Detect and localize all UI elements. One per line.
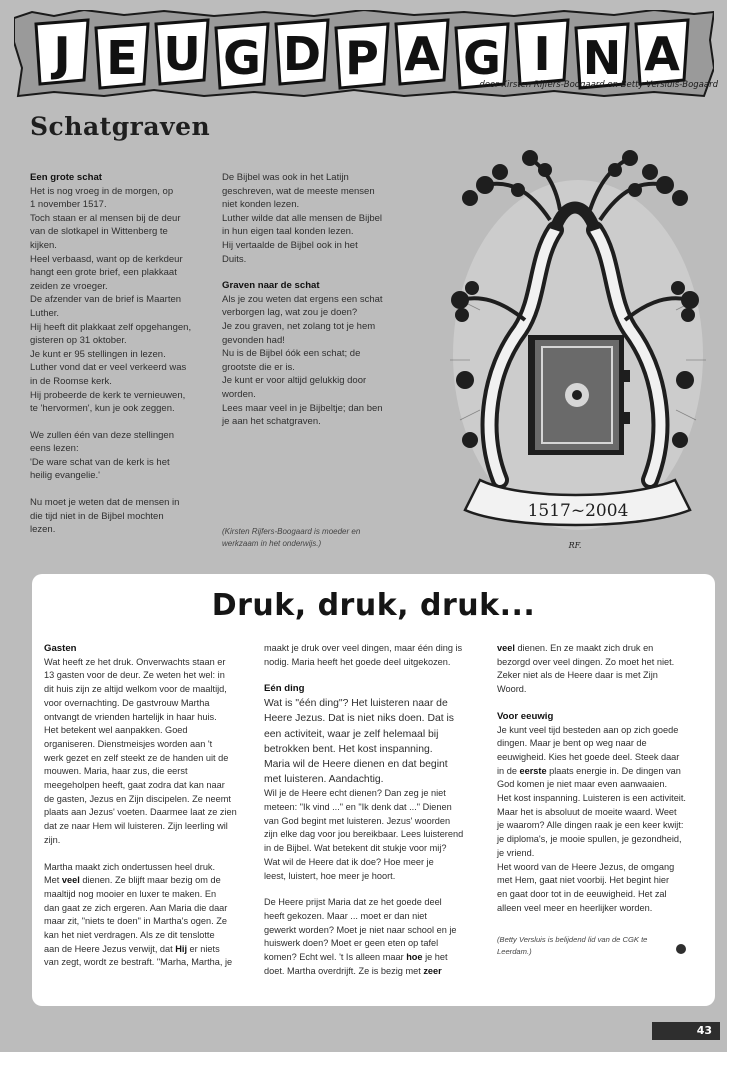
text-line: mouwen. Maria, haar zus, die eerst xyxy=(44,766,188,777)
text-line: Zeker niet als de Heere daar is met Zijn xyxy=(497,670,658,681)
text-line: je waarom? Alle dingen raak je een keer kwijt: xyxy=(497,820,684,831)
text-line: doet. Martha overdrijft. Ze is bezig met zeer xyxy=(264,965,442,976)
text-line: Het is nog vroeg in de morgen, op xyxy=(30,185,174,197)
end-marker-dot xyxy=(676,944,686,954)
text-line: gewerkt worden? Moet je niet naar school en je xyxy=(264,924,457,935)
text-line: Als je zou weten dat ergens een schat xyxy=(222,293,383,305)
page-number-bar xyxy=(652,1022,720,1040)
banner-letter: J xyxy=(53,27,71,81)
text-line: kan het niet verdragen. Als ze dit tenslotte xyxy=(44,930,215,941)
text-line: je vriend. xyxy=(497,847,535,858)
text-line: je diploma's, je mooie spullen, je gezondheid, xyxy=(497,834,682,845)
paragraph-gap xyxy=(30,483,220,496)
text-line: Hij probeerde de kerk te vernieuwen, xyxy=(30,389,186,401)
text-line: ontvangt de vrienden hartelijk in haar huis. xyxy=(44,711,217,722)
banner-letter: D xyxy=(282,27,322,81)
text-line: alleen veel meer en heerlijker worden. xyxy=(497,902,653,913)
text-line: organiseren. Dienstmeisjes worden aan 't xyxy=(44,738,213,749)
section-heading: Eén ding xyxy=(264,683,305,695)
author-note-line: Leerdam.) xyxy=(497,947,532,956)
banner-letter: G xyxy=(463,31,501,85)
text-line: Heel verbaasd, want op de kerkdeur xyxy=(30,253,183,265)
text-line: leest, luistert, hoe meer je hoort. xyxy=(264,870,396,881)
text-line: Je kunt veel tijd besteden aan op zich goede xyxy=(497,724,679,735)
text-line: een activiteit, waar je zelf helemaal bij xyxy=(264,728,439,740)
text-line: gisteren op 31 oktober. xyxy=(30,335,127,347)
bible-book xyxy=(528,335,630,455)
text-line: eeuwigheid. Kies het goede deel. Steek daar xyxy=(497,751,680,762)
author-note-line: (Kirsten Rijfers-Boogaard is moeder en xyxy=(222,527,361,536)
text-line: God komen je niet maar even aanwaaien. xyxy=(497,779,668,790)
paragraph-gap xyxy=(30,416,220,429)
text-line: Het kost inspanning. Luisteren is een activiteit. xyxy=(497,793,686,804)
text-line: van zegt, wordt ze bestraft. "Marha, Martha, je xyxy=(44,957,233,968)
text-line: Je zou graven, net zolang tot je hem xyxy=(222,320,376,332)
text-line: komen? Echt wel. 't Is alleen maar hoe je het xyxy=(264,952,448,963)
text-line: Luther wilde dat alle mensen de Bijbel xyxy=(222,212,383,224)
article2-column-1 xyxy=(44,642,260,970)
text-line: grootste die er is. xyxy=(222,361,295,373)
text-line: en gaat door tot in de eeuwigheid. Het zal xyxy=(497,888,667,899)
banner-letter: N xyxy=(582,31,622,85)
text-line: de gasten, Jezus en Zijn discipelen. Ze neemt xyxy=(44,793,231,804)
text-line: zijn elke dag voor jou bereikbaar. Lees luisterend xyxy=(264,829,464,840)
text-line: niet konden lezen. xyxy=(222,199,300,211)
text-line: 'De ware schat van de kerk is het xyxy=(30,456,170,468)
text-line: te 'hervormen', kun je ook zeggen. xyxy=(30,403,175,415)
text-line: kijken. xyxy=(30,239,57,251)
text-line: nodig. Maria heeft het goede deel uitgekozen. xyxy=(264,656,451,667)
article2-column-2 xyxy=(264,642,490,978)
text-line: plaats aan Jezus' voeten. Daarmee laat ze zien xyxy=(44,807,237,818)
text-line: dat ze naar Hem wil luisteren. Zijn leerling wil xyxy=(44,821,228,832)
text-line: zijn. xyxy=(44,834,61,845)
paragraph-gap xyxy=(497,697,707,710)
text-line: De afzender van de brief is Maarten xyxy=(30,294,182,306)
text-line: in de Roomse kerk. xyxy=(30,375,112,387)
author-note-line: werkzaam in het onderwijs.) xyxy=(222,539,322,548)
section-heading: Graven naar de schat xyxy=(222,280,320,292)
text-line: Maria wil de Heere dienen en dat begint xyxy=(264,758,448,770)
text-line: Lees maar veel in je Bijbeltje; dan ben xyxy=(222,402,383,414)
text-line: aan de Heere Jezus verwijt, dat Hij er niets xyxy=(44,943,220,954)
text-line: Hij vertaalde de Bijbel ook in het xyxy=(222,239,358,251)
article1-column-1 xyxy=(30,171,220,537)
text-line: dingen. Maar je bent op weg naar de xyxy=(497,738,647,749)
text-line: Heere Jezus. Dat is niet niks doen. Dat is xyxy=(264,713,455,725)
banner-letter: I xyxy=(533,27,551,81)
text-line: Martha maakt zich ondertussen heel druk. xyxy=(44,861,216,872)
text-line: verborgen lag, wat zou je doen? xyxy=(222,307,358,319)
text-line: met luisteren. Aandachtig. xyxy=(264,774,384,786)
text-line: Nu moet je weten dat de mensen in xyxy=(30,497,180,509)
article1-column-2 xyxy=(222,171,422,429)
text-line: Maar het is absoluut de moeite waard. Weet xyxy=(497,806,677,817)
text-line: Wat heeft ze het druk. Onverwachts staan er xyxy=(44,656,226,667)
article-title-schatgraven: Schatgraven xyxy=(30,112,211,141)
byline: door Kirsten Rijfers-Boogaard en Betty Versluis-Bogaard xyxy=(479,80,718,90)
text-line: in de eerste plaats energie in. De dingen van xyxy=(497,765,681,776)
article2-column-3 xyxy=(497,642,707,915)
text-line: We zullen één van deze stellingen xyxy=(30,429,175,441)
text-line: zeiden ze vroeger. xyxy=(30,280,108,292)
article2-author-note xyxy=(497,934,677,958)
text-line: voor overnachting. De gastvrouw Martha xyxy=(44,697,210,708)
text-line: hangt een grote brief, een plakkaat xyxy=(30,267,177,279)
text-line: huiswerk doen? Moet er geen eten op tafel xyxy=(264,938,439,949)
bible-tree-illustration xyxy=(440,150,710,555)
text-line: Luther vond dat er veel verkeerd was xyxy=(30,362,187,374)
text-line: die tijd niet in de Bijbel mochten xyxy=(30,510,164,522)
text-line: Woord. xyxy=(497,684,527,695)
text-line: dan gaat ze zich ergeren. Aan Maria die daar xyxy=(44,902,228,913)
page-margin-right xyxy=(727,0,738,1068)
text-line: van de slotkapel in Wittenberg te xyxy=(30,226,168,238)
text-line: veel dienen. En ze maakt zich druk en xyxy=(497,643,654,653)
text-line: Toch staan er al mensen bij de deur xyxy=(30,212,181,224)
author-note-line: (Betty Versluis is belijdend lid van de CGK te xyxy=(497,935,648,944)
text-line: De Bijbel was ook in het Latijn xyxy=(222,172,349,183)
text-line: heilig evangelie.' xyxy=(30,470,100,482)
article-title-druk: Druk, druk, druk... xyxy=(211,588,536,623)
text-line: Je kunt er voor altijd gelukkig door xyxy=(222,375,367,387)
section-heading: Gasten xyxy=(44,643,77,654)
text-line: Nu is de Bijbel óók een schat; de xyxy=(222,348,361,360)
article2-panel xyxy=(32,574,715,1006)
illustration-signature: RF. xyxy=(568,541,582,550)
text-line: Wat is "één ding"? Het luisteren naar de xyxy=(264,698,448,710)
text-line: Wat wil de Heere dat ik doe? Hoe meer je xyxy=(264,856,434,867)
text-line: gevonden had! xyxy=(222,334,285,346)
banner-letter: G xyxy=(223,31,261,85)
text-line: 13 gasten voor de deur. Ze weten het wel: in xyxy=(44,670,225,681)
page-margin-bottom xyxy=(0,1052,738,1068)
text-line: je aan het schatgraven. xyxy=(222,416,321,428)
banner-letter: A xyxy=(404,27,440,81)
text-line: Je kunt er 95 stellingen in lezen. xyxy=(30,348,166,360)
text-line: Duits. xyxy=(222,253,247,265)
paragraph-gap xyxy=(44,848,260,861)
text-line: worden. xyxy=(222,388,256,400)
text-line: eens lezen: xyxy=(30,443,79,455)
text-line: bezorgd over veel dingen. Zo moet het niet. xyxy=(497,656,675,667)
text-line: maar zit, "niets te doen" in Martha's ogen. Ze xyxy=(44,916,227,927)
text-line: maakt je druk over veel dingen, maar één ding is xyxy=(264,643,463,653)
banner-letter: A xyxy=(644,27,680,81)
text-line: meteen: "Ik vind ..." en "Ik denk dat ..." Dienen xyxy=(264,802,452,813)
text-line: Wil je de Heere echt dienen? Dan zeg je niet xyxy=(264,788,446,799)
paragraph-gap xyxy=(264,669,490,682)
text-line: betrokken bent. Het kost inspanning. xyxy=(264,743,433,755)
text-line: Het betekent wel aanpakken. Goed xyxy=(44,725,188,736)
text-line: 1 november 1517. xyxy=(30,199,107,211)
illustration-date-banner: 1517~2004 xyxy=(527,501,629,521)
banner-letter: U xyxy=(163,27,201,81)
paragraph-gap xyxy=(222,266,422,279)
text-line: geschreven, wat de meeste mensen xyxy=(222,185,375,197)
banner-letter: E xyxy=(106,31,138,85)
banner-letter: P xyxy=(345,31,379,85)
text-line: in hun eigen taal konden lezen. xyxy=(222,226,354,238)
text-line: meegeholpen heeft, gaat zodra dat kan naar xyxy=(44,780,225,791)
text-line: lezen. xyxy=(30,524,56,536)
text-line: Hij heeft dit plakkaat zelf opgehangen, xyxy=(30,321,192,333)
page-number: 43 xyxy=(696,1024,712,1037)
text-line: heeft gekozen. Maar ... moet er dan niet xyxy=(264,910,427,921)
text-line: werk gezet en zelf steekt ze de handen uit de xyxy=(44,752,229,763)
article1-author-note xyxy=(222,526,422,550)
text-line: De Heere prijst Maria dat ze het goede deel xyxy=(264,897,442,908)
text-line: in de Bijbel. Wat betekent dit stukje voor mij? xyxy=(264,843,447,854)
text-line: van God begint met luisteren. Jezus' woorden xyxy=(264,815,451,826)
text-line: dit huis zijn ze altijd welkom voor de maaltijd, xyxy=(44,684,227,695)
section-heading: Een grote schat xyxy=(30,172,102,183)
paragraph-gap xyxy=(264,883,490,896)
text-line: Het woord van de Heere Jezus, de omgang xyxy=(497,861,675,872)
text-line: maaltijd nog mooier en luxer te maken. En xyxy=(44,888,217,899)
text-line: met Hem, gaat niet voorbij. Het begint hier xyxy=(497,875,670,886)
section-heading: Voor eeuwig xyxy=(497,710,554,722)
text-line: Met veel dienen. Ze blijft maar bezig om de xyxy=(44,875,221,886)
text-line: Luther. xyxy=(30,307,60,319)
